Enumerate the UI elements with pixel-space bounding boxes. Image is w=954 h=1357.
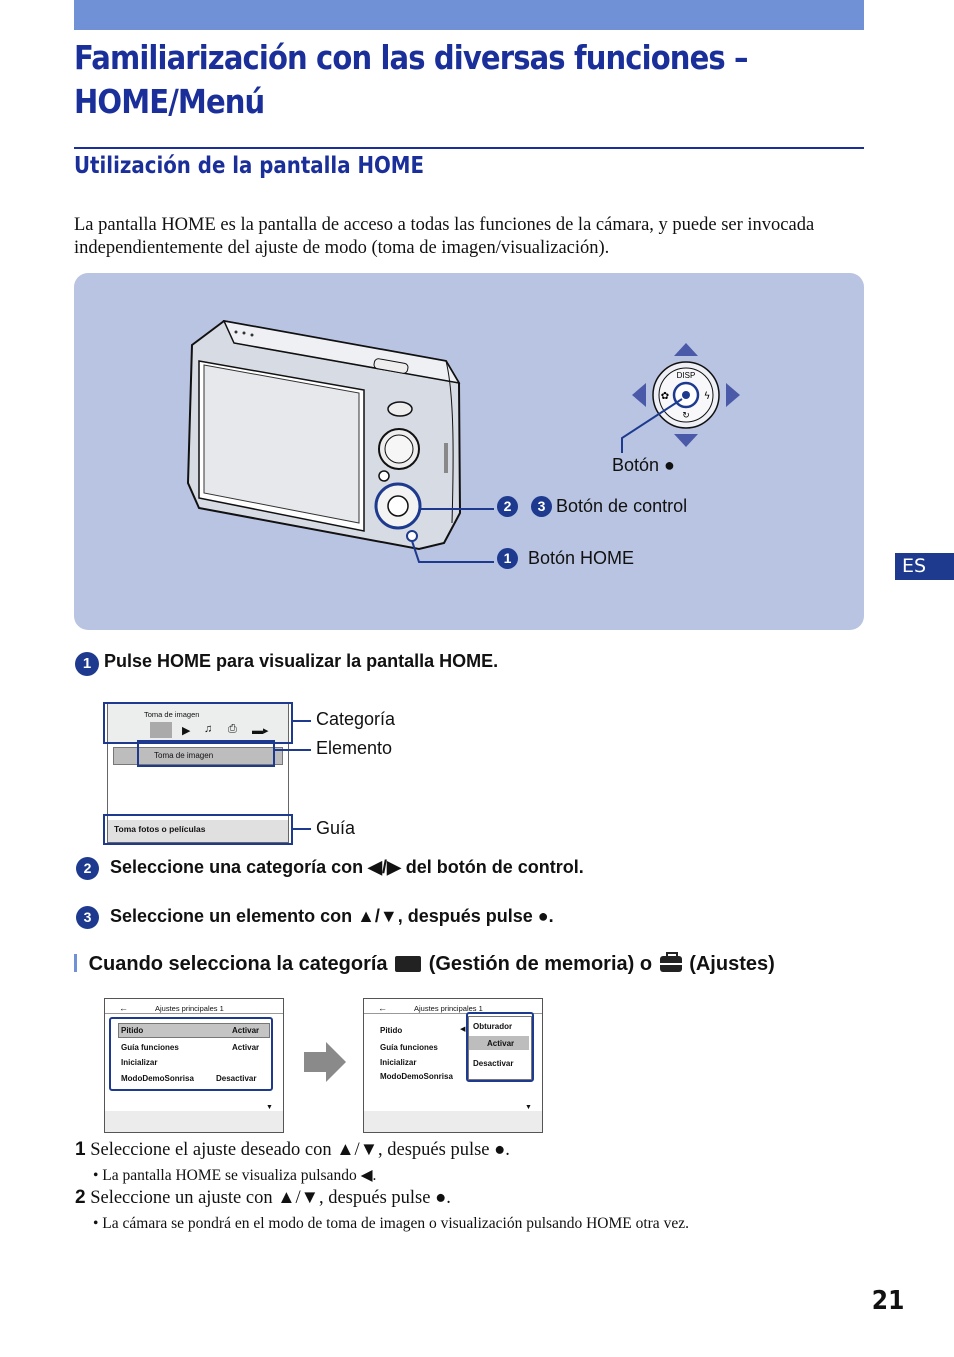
scroll-down-icon: ▼ [266,1103,273,1111]
category-header: Toma de imagen [144,710,200,719]
step-3-text: Seleccione un elemento con ▲/▼, después pulse ●. [110,906,554,926]
svg-text:ϟ: ϟ [703,391,711,402]
step-3-number: 3 [76,906,99,929]
slideshow-category-icon: ♫ [204,723,213,735]
step-1-number: 1 [75,652,99,676]
instruction-2-text: Seleccione un ajuste con ▲/▼, después pulse ●. [90,1188,451,1208]
item-label: Toma de imagen [154,751,214,760]
back-arrow-icon-2: ← [378,1003,387,1013]
disp-label: DISP [676,371,696,380]
camera-icon [188,321,460,549]
instruction-1-note: • La pantalla HOME se visualiza pulsando ◀. [93,1167,377,1184]
submenu-pointer-icon: ◀ [460,1025,466,1033]
step-2 [76,857,584,880]
camera-figure-panel [74,273,864,630]
movie-category-icon: ▶ [182,725,191,737]
next-arrow-icon [304,1042,346,1082]
category-highlight [103,702,293,744]
settings-2-row-4: ModoDemoSonrisa [380,1072,453,1081]
settings-2-header: Ajustes principales 1 [414,1004,483,1013]
section-title: Utilización de la pantalla HOME [74,153,425,179]
subsection-marker [74,954,77,972]
item-highlight [137,740,275,767]
settings-1-row-2-value: Activar [232,1043,260,1052]
instruction-1-text: Seleccione el ajuste deseado con ▲/▼, después pulse ●. [90,1140,510,1160]
control-button-label: Botón de control [556,496,688,516]
instruction-1 [75,1139,510,1161]
category-callout: Categoría [316,709,396,729]
svg-text:↻: ↻ [682,411,690,421]
settings-2-row-1: Pitido [380,1026,403,1035]
guide-leader [291,828,311,830]
settings-1-row-3-name: Inicializar [121,1058,158,1067]
step-1-text: Pulse HOME para visualizar la pantalla HOME. [104,651,499,671]
step-2-text: Seleccione una categoría con ◀/▶ del botón de control. [110,857,584,877]
subsection-heading [74,953,775,976]
settings-1-row-1-value: Activar [232,1026,260,1035]
instruction-2-note: • La cámara se pondrá en el modo de toma de imagen o visualización pulsando HOME otra vez. [93,1215,689,1232]
item-leader [273,749,311,751]
page-title [74,36,769,124]
settings-1-highlight [109,1017,273,1091]
intro-paragraph: La pantalla HOME es la pantalla de acceso a todas las funciones de la cámara, y puede ser invocada independientemente del ajuste de modo (toma de imagen/visualización). [74,215,815,258]
settings-2-highlight [466,1012,534,1082]
settings-1-row-2-name: Guía funciones [121,1043,179,1052]
page-number: 21 [871,1286,905,1316]
step-2-number: 2 [76,857,99,880]
step-3-badge: 3 [531,496,552,517]
guide-callout: Guía [316,818,356,838]
camera-illustration [74,273,864,630]
instruction-2-number: 2 [75,1187,86,1208]
scroll-down-icon-2: ▼ [525,1103,532,1111]
settings-1-row-4-value: Desactivar [216,1074,257,1083]
step-2-badge: 2 [497,496,518,517]
instruction-1-number: 1 [75,1139,86,1160]
option-1: Obturador [473,1022,513,1031]
control-button-label-group [497,495,687,517]
settings-1-header: Ajustes principales 1 [155,1004,224,1013]
guide-highlight [103,814,293,845]
home-button-label: Botón HOME [528,548,635,568]
subsection-text-after: (Ajustes) [689,953,775,975]
step-3 [76,906,554,929]
step-1-badge: 1 [497,548,518,569]
settings-1-row-4-name: ModoDemoSonrisa [121,1074,194,1083]
instruction-2 [75,1187,451,1209]
memory-category-icon: ▬▸ [252,725,269,737]
page-title-line-1: Familiarización con las diversas funciones – [74,38,748,77]
title-divider [74,147,864,149]
settings-2-row-2: Guía funciones [380,1043,438,1052]
option-3: Desactivar [473,1059,514,1068]
subsection-text-before: Cuando selecciona la categoría [88,953,388,975]
svg-text:✿: ✿ [660,391,670,402]
guide-text: Toma fotos o películas [114,824,206,834]
settings-2-row-3: Inicializar [380,1058,417,1067]
language-tab: ES [895,553,954,580]
subsection-text-middle: (Gestión de memoria) o [428,953,653,975]
option-2: Activar [487,1039,515,1048]
home-button-label-group [497,547,634,569]
select-button-label: Botón ● [612,455,675,475]
back-arrow-icon: ← [119,1003,128,1013]
print-category-icon: ⎙ [228,723,237,735]
page-title-line-2: HOME/Menú [74,82,265,121]
item-callout: Elemento [316,738,393,758]
memory-card-icon [395,956,421,972]
step-1 [75,652,498,676]
header-bar [74,0,864,30]
settings-1-row-1-name: Pitido [121,1026,144,1035]
control-pad-icon [632,343,740,447]
category-leader [291,720,311,722]
toolbox-icon [660,956,682,972]
